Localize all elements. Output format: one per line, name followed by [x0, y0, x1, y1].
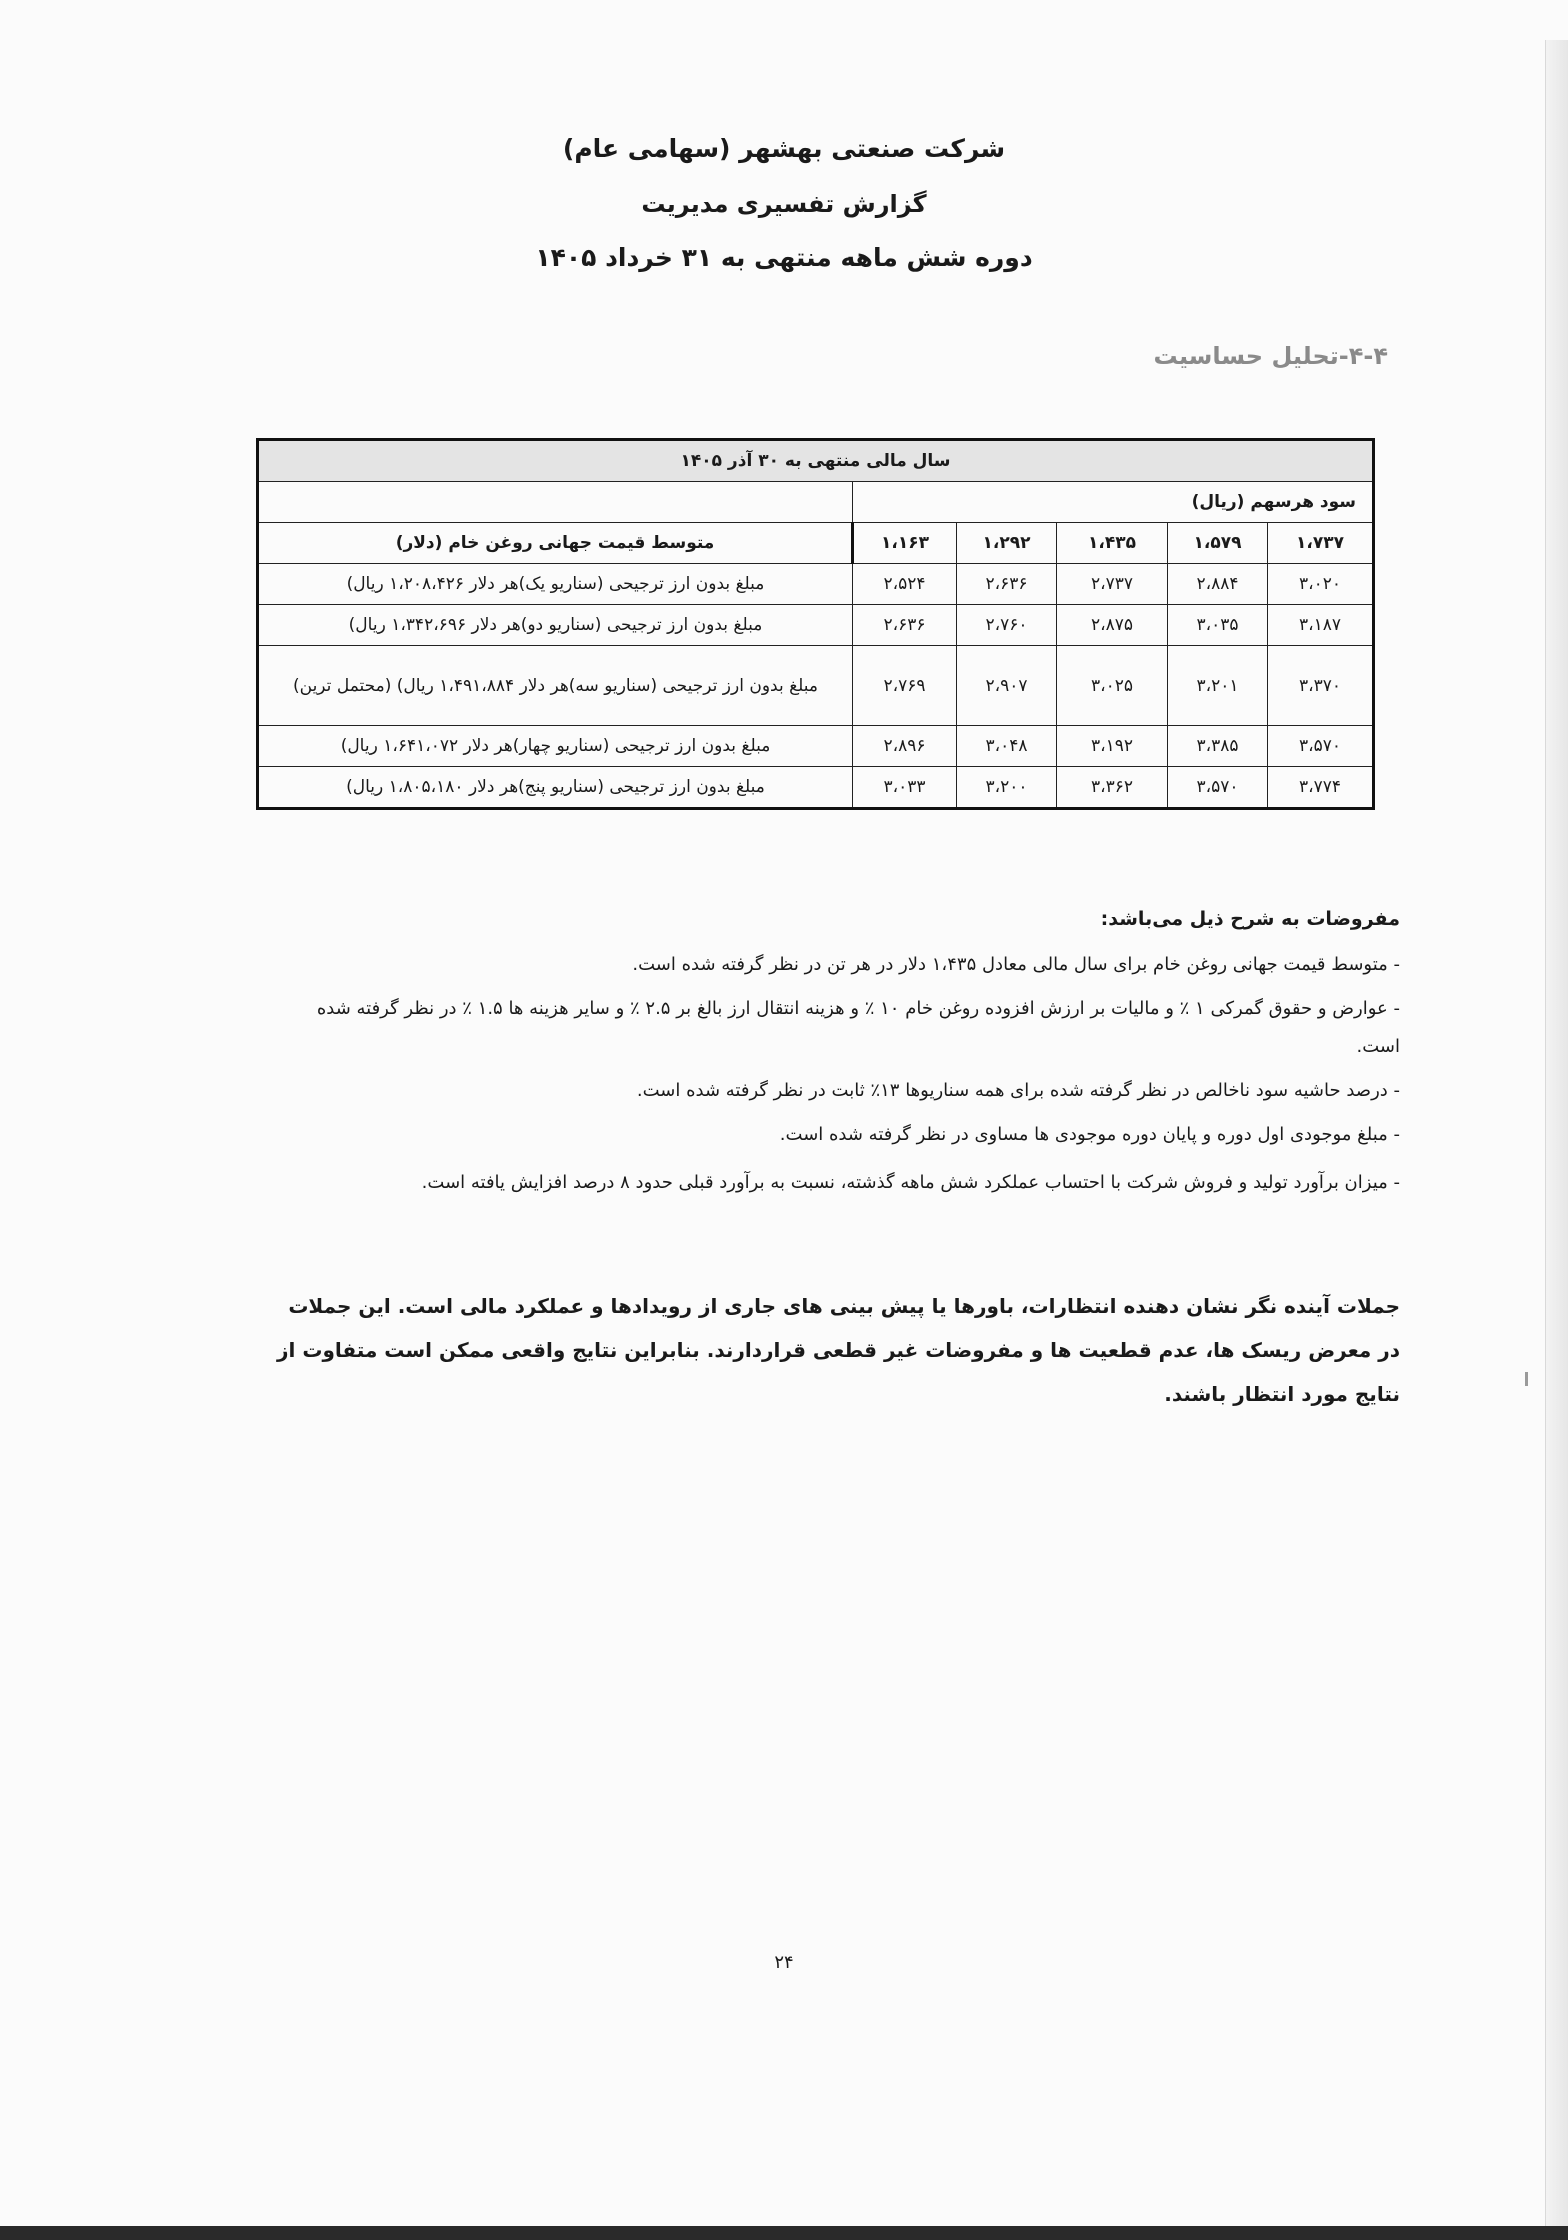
scenario-label: مبلغ بدون ارز ترجیحی (سناریو یک)هر دلار ۱،۲۰۸،۴۲۶ ریال) [258, 564, 853, 605]
eps-value: ۲،۶۳۶ [957, 564, 1057, 605]
table-title: سال مالی منتهی به ۳۰ آذر ۱۴۰۵ [258, 440, 1374, 482]
eps-value: ۲،۹۰۷ [957, 646, 1057, 726]
scenario-label: مبلغ بدون ارز ترجیحی (سناریو سه)هر دلار ۱،۴۹۱،۸۸۴ ریال) (محتمل ترین) [258, 646, 853, 726]
eps-value: ۳،۵۷۰ [1168, 767, 1268, 809]
assumption-item: - مبلغ موجودی اول دوره و پایان دوره موجودی ها مساوی در نظر گرفته شده است. [779, 1124, 1400, 1145]
page-number: ۲۴ [774, 1952, 794, 1973]
assumption-item: - عوارض و حقوق گمرکی ۱ ٪ و مالیات بر ارزش افزوده روغن خام ۱۰ ٪ و هزینه انتقال ارز بالغ بر ۲.۵ ٪ و سایر هزینه ها ۱.۵ ٪ در نظر گرفته شده است. [316, 998, 1400, 1057]
price-cell: ۱،۵۷۹ [1168, 523, 1268, 564]
scenario-label: مبلغ بدون ارز ترجیحی (سناریو دو)هر دلار ۱،۳۴۲،۶۹۶ ریال) [258, 605, 853, 646]
eps-value: ۳،۳۶۲ [1057, 767, 1168, 809]
eps-value: ۳،۲۰۰ [957, 767, 1057, 809]
scenario-label: مبلغ بدون ارز ترجیحی (سناریو چهار)هر دلار ۱،۶۴۱،۰۷۲ ریال) [258, 726, 853, 767]
document-header [0, 132, 1568, 274]
report-period: دوره شش ماهه منتهی به ۳۱ خرداد ۱۴۰۵ [535, 243, 1033, 272]
eps-value: ۳،۳۸۵ [1168, 726, 1268, 767]
table-title-row [258, 440, 1374, 482]
company-name: شرکت صنعتی بهشهر (سهامی عام) [562, 134, 1006, 163]
eps-value: ۳،۱۹۲ [1057, 726, 1168, 767]
eps-value: ۲،۵۲۴ [853, 564, 957, 605]
eps-value: ۳،۲۰۱ [1168, 646, 1268, 726]
price-cell: ۱،۲۹۲ [957, 523, 1057, 564]
assumptions-block [270, 900, 1400, 1208]
eps-value: ۲،۷۳۷ [1057, 564, 1168, 605]
price-label: متوسط قیمت جهانی روغن خام (دلار) [258, 523, 853, 564]
eps-value: ۳،۰۲۵ [1057, 646, 1168, 726]
eps-value: ۲،۸۷۵ [1057, 605, 1168, 646]
table-row [258, 726, 1374, 767]
eps-value: ۲،۸۹۶ [853, 726, 957, 767]
assumption-item: - میزان برآورد تولید و فروش شرکت با احتساب عملکرد شش ماهه گذشته، نسبت به برآورد قبلی حدود ۸ درصد افزایش یافته است. [421, 1172, 1400, 1193]
margin-mark [1525, 1372, 1528, 1386]
assumptions-heading: مفروضات به شرح ذیل می‌باشد: [1100, 908, 1400, 930]
eps-value: ۳،۰۳۵ [1168, 605, 1268, 646]
eps-value: ۳،۰۴۸ [957, 726, 1057, 767]
page-edge-shadow [1545, 40, 1568, 2240]
eps-value: ۲،۷۶۹ [853, 646, 957, 726]
empty-header-cell [258, 482, 853, 523]
eps-value: ۳،۳۷۰ [1268, 646, 1374, 726]
eps-value: ۳،۰۲۰ [1268, 564, 1374, 605]
assumption-item: - متوسط قیمت جهانی روغن خام برای سال مالی معادل ۱،۴۳۵ دلار در هر تن در نظر گرفته شده است. [632, 954, 1400, 975]
eps-value: ۲،۶۳۶ [853, 605, 957, 646]
assumption-item: - درصد حاشیه سود ناخالص در نظر گرفته شده برای همه سناریوها ۱۳٪ ثابت در نظر گرفته شده است. [636, 1080, 1400, 1101]
table-row [258, 564, 1374, 605]
eps-value: ۳،۵۷۰ [1268, 726, 1374, 767]
report-title: گزارش تفسیری مدیریت [641, 190, 927, 218]
eps-header: سود هرسهم (ریال) [853, 482, 1374, 523]
table-header-row [258, 482, 1374, 523]
scenario-label: مبلغ بدون ارز ترجیحی (سناریو پنج)هر دلار ۱،۸۰۵،۱۸۰ ریال) [258, 767, 853, 809]
forward-looking-disclaimer: جملات آینده نگر نشان دهنده انتظارات، باورها یا پیش بینی های جاری از رویدادها و عملکرد مالی است. این جملات در معرض ریسک ها، عدم قطعیت ها و مفروضات غیر قطعی قراردارند. بنابراین نتایج واقعی ممکن است متفاوت از نتایج مورد انتظار باشند. [277, 1294, 1400, 1406]
price-cell: ۱،۱۶۳ [853, 523, 957, 564]
eps-value: ۳،۷۷۴ [1268, 767, 1374, 809]
sensitivity-table [256, 438, 1375, 810]
price-cell: ۱،۴۳۵ [1057, 523, 1168, 564]
price-row [258, 523, 1374, 564]
table-row [258, 646, 1374, 726]
eps-value: ۲،۸۸۴ [1168, 564, 1268, 605]
price-cell: ۱،۷۳۷ [1268, 523, 1374, 564]
eps-value: ۲،۷۶۰ [957, 605, 1057, 646]
eps-value: ۳،۱۸۷ [1268, 605, 1374, 646]
eps-value: ۳،۰۳۳ [853, 767, 957, 809]
table-row [258, 605, 1374, 646]
scan-bottom-border [0, 2226, 1568, 2240]
section-title: ۴-۴-تحلیل حساسیت [1153, 342, 1388, 370]
table-row [258, 767, 1374, 809]
